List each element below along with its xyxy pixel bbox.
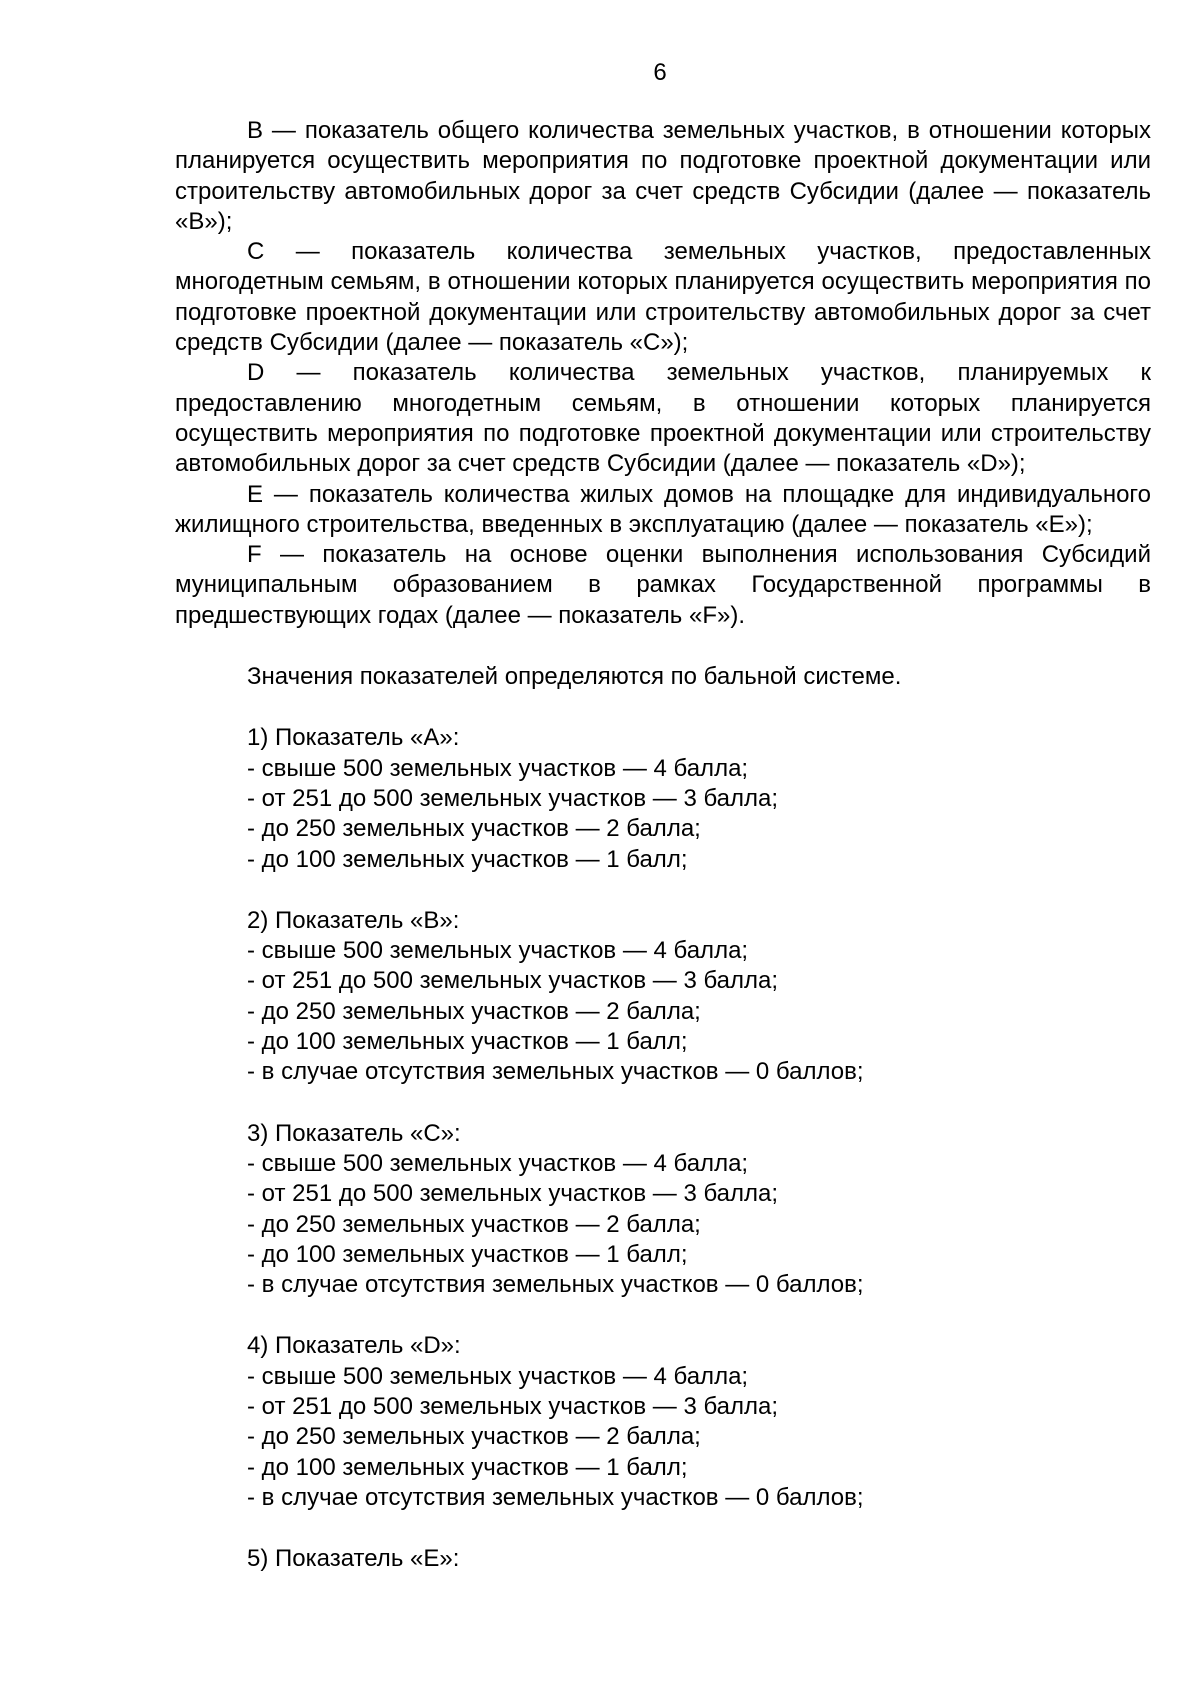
- score-line: - до 100 земельных участков — 1 балл;: [247, 845, 688, 873]
- spacer: [175, 1088, 1151, 1119]
- indicator-heading: 2) Показатель «В»:: [247, 906, 460, 934]
- document-body: [175, 116, 1151, 1574]
- spacer: [175, 875, 1151, 906]
- scoring-intro: Значения показателей определяются по бальной системе.: [247, 663, 902, 691]
- score-line: - от 251 до 500 земельных участков — 3 балла;: [247, 784, 779, 812]
- score-line: - до 100 земельных участков — 1 балл;: [247, 1028, 688, 1056]
- indicator-heading: 5) Показатель «Е»:: [247, 1545, 460, 1573]
- indicator-block-b: [175, 906, 1151, 1088]
- spacer: [175, 1513, 1151, 1544]
- score-line: - свыше 500 земельных участков — 4 балла;: [247, 1362, 749, 1390]
- spacer: [175, 692, 1151, 723]
- score-line: - от 251 до 500 земельных участков — 3 балла;: [247, 1392, 779, 1420]
- score-line: - в случае отсутствия земельных участков — 0 баллов;: [247, 1058, 864, 1086]
- indicator-block-e: [175, 1544, 1151, 1574]
- definition-paragraph-c: С — показатель количества земельных участков, предоставленных многодетным семьям, в отношении которых планируется осуществить мероприятия по подготовке проектной документации или строительству автомобильных дорог за счет средств Субсидии (далее — показатель «С»);: [175, 238, 1151, 357]
- definition-paragraph-d: D — показатель количества земельных участков, планируемых к предоставлению многодетным семьям, в отношении которых планируется осуществить мероприятия по подготовке проектной документации или строительству автомобильных дорог за счет средств Субсидии (далее — показатель «D»);: [175, 359, 1151, 478]
- spacer: [175, 1300, 1151, 1331]
- definition-paragraph-b: В — показатель общего количества земельных участков, в отношении которых планируется осуществить мероприятия по подготовке проектной документации или строительству автомобильных дорог за счет средств Субсидии (далее — показатель «В»);: [175, 117, 1151, 235]
- score-line: - до 250 земельных участков — 2 балла;: [247, 815, 701, 843]
- score-line: - до 250 земельных участков — 2 балла;: [247, 997, 701, 1025]
- indicator-heading: 4) Показатель «D»:: [247, 1332, 461, 1360]
- score-line: - от 251 до 500 земельных участков — 3 балла;: [247, 1180, 779, 1208]
- score-line: - в случае отсутствия земельных участков — 0 баллов;: [247, 1483, 864, 1511]
- score-line: - в случае отсутствия земельных участков — 0 баллов;: [247, 1271, 864, 1299]
- score-line: - до 100 земельных участков — 1 балл;: [247, 1240, 688, 1268]
- definition-paragraph-e: Е — показатель количества жилых домов на площадке для индивидуального жилищного строительства, введенных в эксплуатацию (далее — показатель «Е»);: [175, 480, 1151, 538]
- score-line: - до 250 земельных участков — 2 балла;: [247, 1423, 701, 1451]
- definition-paragraph-f: F — показатель на основе оценки выполнения использования Субсидий муниципальным образованием в рамках Государственной программы в предшествующих годах (далее — показатель «F»).: [175, 541, 1151, 629]
- indicator-block-a: [175, 723, 1151, 874]
- indicator-heading: 1) Показатель «А»:: [247, 724, 460, 752]
- spacer: [175, 631, 1151, 662]
- score-line: - до 100 земельных участков — 1 балл;: [247, 1453, 688, 1481]
- score-line: - до 250 земельных участков — 2 балла;: [247, 1210, 701, 1238]
- indicator-block-c: [175, 1119, 1151, 1301]
- indicator-block-d: [175, 1331, 1151, 1513]
- score-line: - свыше 500 земельных участков — 4 балла;: [247, 1149, 749, 1177]
- score-line: - свыше 500 земельных участков — 4 балла;: [247, 937, 749, 965]
- indicator-heading: 3) Показатель «С»:: [247, 1119, 461, 1147]
- score-line: - от 251 до 500 земельных участков — 3 балла;: [247, 967, 779, 995]
- score-line: - свыше 500 земельных участков — 4 балла;: [247, 754, 749, 782]
- page-number: 6: [653, 59, 667, 86]
